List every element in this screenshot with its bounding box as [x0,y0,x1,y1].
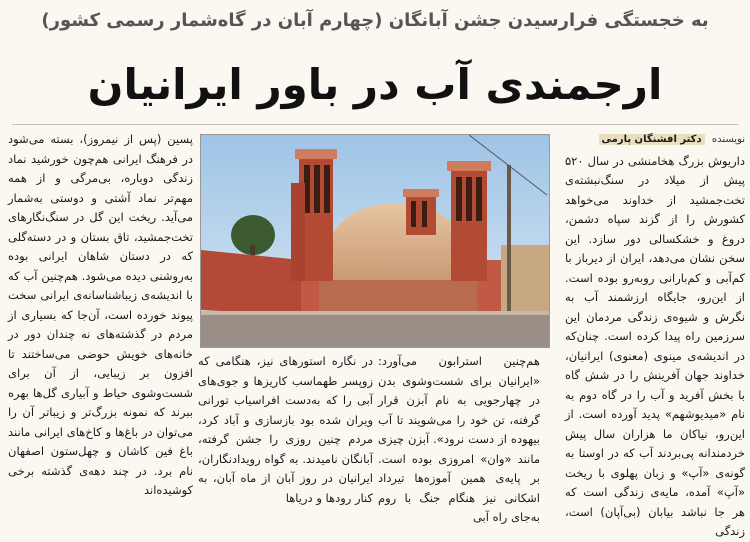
header-divider [12,124,738,125]
article-kicker: به خجستگی فرارسیدن جشن آبانگان (چهارم آبان در گاه‌شمار رسمی کشور) [41,10,709,31]
byline [565,130,745,150]
column-middle-right-text: هم‌چنین استرابون می‌آورد: «ایرانیان برای شست‌وشوی بدن در چهارجویی به نام آبزن قرار گرفته، تن خود را می‌شویند تا آب بیهوده از دست نرود». آبزن چیزی مانند «وان» امروزی بوده است. بر پایه‌ی همین آموزه‌ها تیرداد اشکانی نیز هنگام جنگ با روم به‌جای راه آبی [378,354,540,524]
byline-label: نویسنده [711,134,745,145]
column-right-text: داریوش بزرگ هخامنشی در سال ۵۲۰ پیش از میلاد در سنگ‌نبشته‌ی تخت‌جمشید از خداوند می‌خواهد کشورش را از گزند سپاه دشمن، دروغ و خشکسالی دور سازد. این سخن نشان می‌دهد، ایران از دیرباز با کم‌آبی و کم‌بارانی روبه‌رو بوده است. از این‌رو، جایگاه ارزشمند آب به نگرش و شیوه‌ی زندگی مردمان این سرزمین راه پیدا کرده است. چنان‌که در اندیشه‌ی مینوی (معنوی) ایرانیان، خداوند جهان آفرینش را در شش گاه با بخش آفرید و آب را در گاه دوم به نام «میدیوشهم» پدید آورده است. از این‌رو، نیاکان ما هزاران سال پیش خردمندانه پی‌بردند آب که در اوستا به گونه‌ی «آپ» و زبان پهلوی با ریخت «آپ» آمده، مایه‌ی زندگی است که هر جا نباشد بیابان (بی‌آپان) است، زندگی [565,153,745,538]
article-column-middle-right [378,352,540,528]
byline-author: دکتر افشنگان پارمی [599,134,705,145]
article-column-middle [198,352,373,508]
article-column-left [8,130,193,501]
column-left-text: پسین (پس از نیمروز)، بسته می‌شود در فرهنگ ایرانی هم‌چون خورشید نماد زندگی دوباره، بی‌مرگی و از همه مهم‌تر نماد آشتی و دوستی به‌شمار می‌آید. ریخت این گل در سنگ‌نگارهای تخت‌جمشید، تاق بستان و در دسته‌گلی که در دستان شاهان ایرانی بوده به‌روشنی دیده می‌شود. هم‌چنین آب که با اندیشه‌ی زیباشناسانه‌ی ایرانی سخت پیوند خورده است، آن‌جا که بسیاری از مردم در گذشته‌های نه چندان دور در خانه‌های خویش حوضی می‌ساختند تا افزون بر زیبایی، از آن برای شست‌وشوی حیاط و آبیاری گل‌ها بهره ببرند که نمونه بزرگ‌تر و زیباتر آن را می‌توان در باغ‌ها و کاخ‌های ایرانی مانند باغ فین کاشان و چهل‌ستون اصفهان نام برد. در چند دهه‌ی گذشته برخی کوشیده‌اند [8,132,193,497]
article-column-right [565,130,745,542]
article-title: ارجمندی آب در باور ایرانیان [87,60,663,109]
column-middle-text: در نگاره استورهای نیز، هنگامی که زوپسر طهماسب کاریزها و جوی‌های آبی را که به‌دست افراسیاب تورانی ویران شده بود بازسازی و آباد کرد، مردم چنین روزی را جشن گرفته، آبانگان نامیدند. به گواه رویدادنگاران، ایرانیان در روز آبان از ماه آبان، به کنار رودها و دریاها [198,354,373,505]
article-photo-windcatchers [200,134,550,348]
